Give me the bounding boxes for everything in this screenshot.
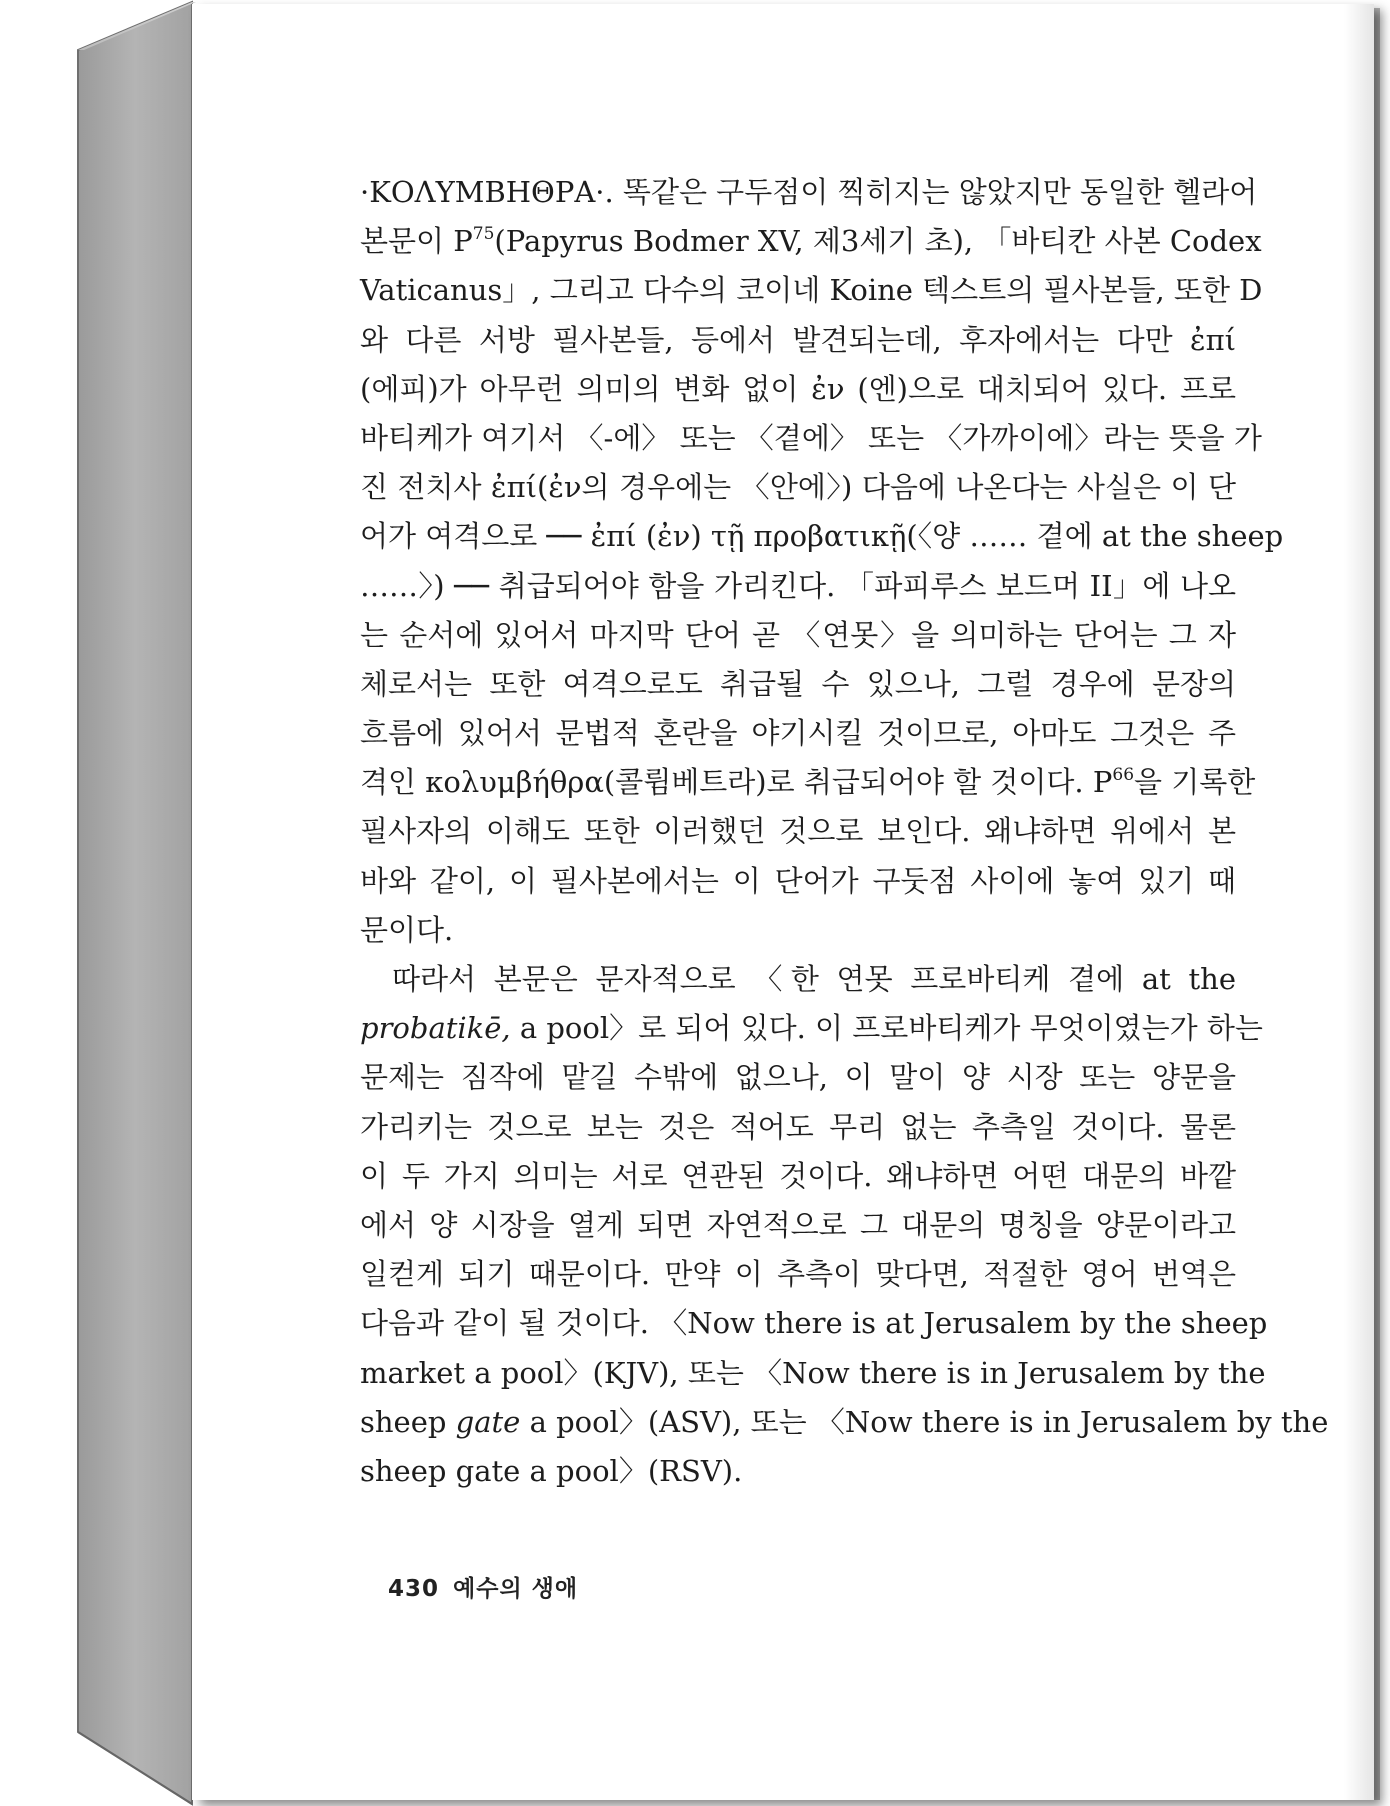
text-segment: a pool〉(ASV), 또는 〈Now there is in Jerusalem by the xyxy=(529,1404,1329,1439)
text-segment: 본문이 P xyxy=(360,224,473,259)
text-line: sheep gate a pool〉(RSV). xyxy=(360,1453,743,1488)
text-line: 에서 양 시장을 열게 되면 자연적으로 그 대문의 명칭을 양문이라고 xyxy=(360,1207,1236,1242)
page-number: 430 xyxy=(388,1576,440,1602)
superscript: 75 xyxy=(472,224,495,245)
text-line: 와 다른 서방 필사본들, 등에서 발견되는데, 후자에서는 다만 ἐπί xyxy=(360,322,1236,357)
text-line: 일컫게 되기 때문이다. 만약 이 추측이 맞다면, 적절한 영어 번역은 xyxy=(360,1257,1236,1292)
text-line xyxy=(360,217,1262,266)
italic-term: probatikē, xyxy=(360,1011,511,1046)
text-line: ……〉) ── 취급되어야 함을 가리킨다. 「파피루스 보드머 II」에 나오 xyxy=(360,568,1236,603)
text-line: 이 두 가지 의미는 서로 연관된 것이다. 왜냐하면 어떤 대문의 바깥 xyxy=(360,1158,1236,1193)
text-line: 체로서는 또한 여격으로도 취급될 수 있으나, 그럴 경우에 문장의 xyxy=(360,666,1236,701)
text-line: 는 순서에 있어서 마지막 단어 곧 〈연못〉을 의미하는 단어는 그 자 xyxy=(360,617,1236,652)
text-line: ·ΚΟΛΥΜΒΗΘΡΑ·. 똑같은 구두점이 찍히지는 않았지만 동일한 헬라어 xyxy=(360,175,1258,209)
text-line: 따라서 본문은 문자적으로 〈한 연못 프로바티케 곁에 at the xyxy=(392,962,1236,996)
page-footer xyxy=(388,1570,578,1603)
text-line: 다음과 같이 될 것이다. 〈Now there is at Jerusalem by the sheep xyxy=(360,1306,1268,1341)
italic-term: gate xyxy=(455,1404,521,1439)
book-spine xyxy=(78,2,192,1804)
text-line: 진 전치사 ἐπί(ἐν의 경우에는 〈안에〉) 다음에 나온다는 사실은 이 단 xyxy=(360,470,1236,505)
text-line: 문제는 짐작에 맡길 수밖에 없으나, 이 말이 양 시장 또는 양문을 xyxy=(360,1060,1236,1095)
text-line xyxy=(360,1004,1263,1053)
running-title: 예수의 생애 xyxy=(453,1576,579,1602)
body-text xyxy=(360,168,1329,1496)
page-gutter-shade xyxy=(1344,4,1374,1800)
text-line: Vaticanus」, 그리고 다수의 코이네 Koine 텍스트의 필사본들, 또한 D xyxy=(360,273,1263,308)
text-line xyxy=(360,1398,1329,1447)
text-segment: sheep xyxy=(360,1404,447,1439)
text-line: (에피)가 아무런 의미의 변화 없이 ἐν (엔)으로 대치되어 있다. 프로 xyxy=(360,371,1236,406)
text-segment: 격인 κολυμβήθρα(콜륌베트라)로 취급되어야 할 것이다. P xyxy=(360,765,1113,800)
text-segment: 을 기록한 xyxy=(1134,765,1256,800)
text-segment: (Papyrus Bodmer XV, 제3세기 초), 「바티칸 사본 Codex xyxy=(494,224,1262,259)
text-line: 필사자의 이해도 또한 이러했던 것으로 보인다. 왜냐하면 위에서 본 xyxy=(360,814,1236,849)
text-line: 바티케가 여기서 〈-에〉 또는 〈곁에〉 또는 〈가까이에〉라는 뜻을 가 xyxy=(360,420,1262,455)
text-line xyxy=(360,758,1256,807)
text-line: 문이다. xyxy=(360,912,454,947)
text-line: 흐름에 있어서 문법적 혼란을 야기시킬 것이므로, 아마도 그것은 주 xyxy=(360,716,1236,751)
text-segment: a pool〉로 되어 있다. 이 프로바티케가 무엇이였는가 하는 xyxy=(519,1011,1263,1046)
superscript: 66 xyxy=(1112,765,1135,786)
text-line: 어가 여격으로 ── ἐπί (ἐν) τῇ προβατικῇ(〈양 …… 곁에 at the sheep xyxy=(360,519,1284,554)
text-line: 가리키는 것으로 보는 것은 적어도 무리 없는 추측일 것이다. 물론 xyxy=(360,1109,1236,1144)
text-line: 바와 같이, 이 필사본에서는 이 단어가 구둣점 사이에 놓여 있기 때 xyxy=(360,863,1236,898)
text-line: market a pool〉(KJV), 또는 〈Now there is in Jerusalem by the xyxy=(360,1355,1266,1390)
